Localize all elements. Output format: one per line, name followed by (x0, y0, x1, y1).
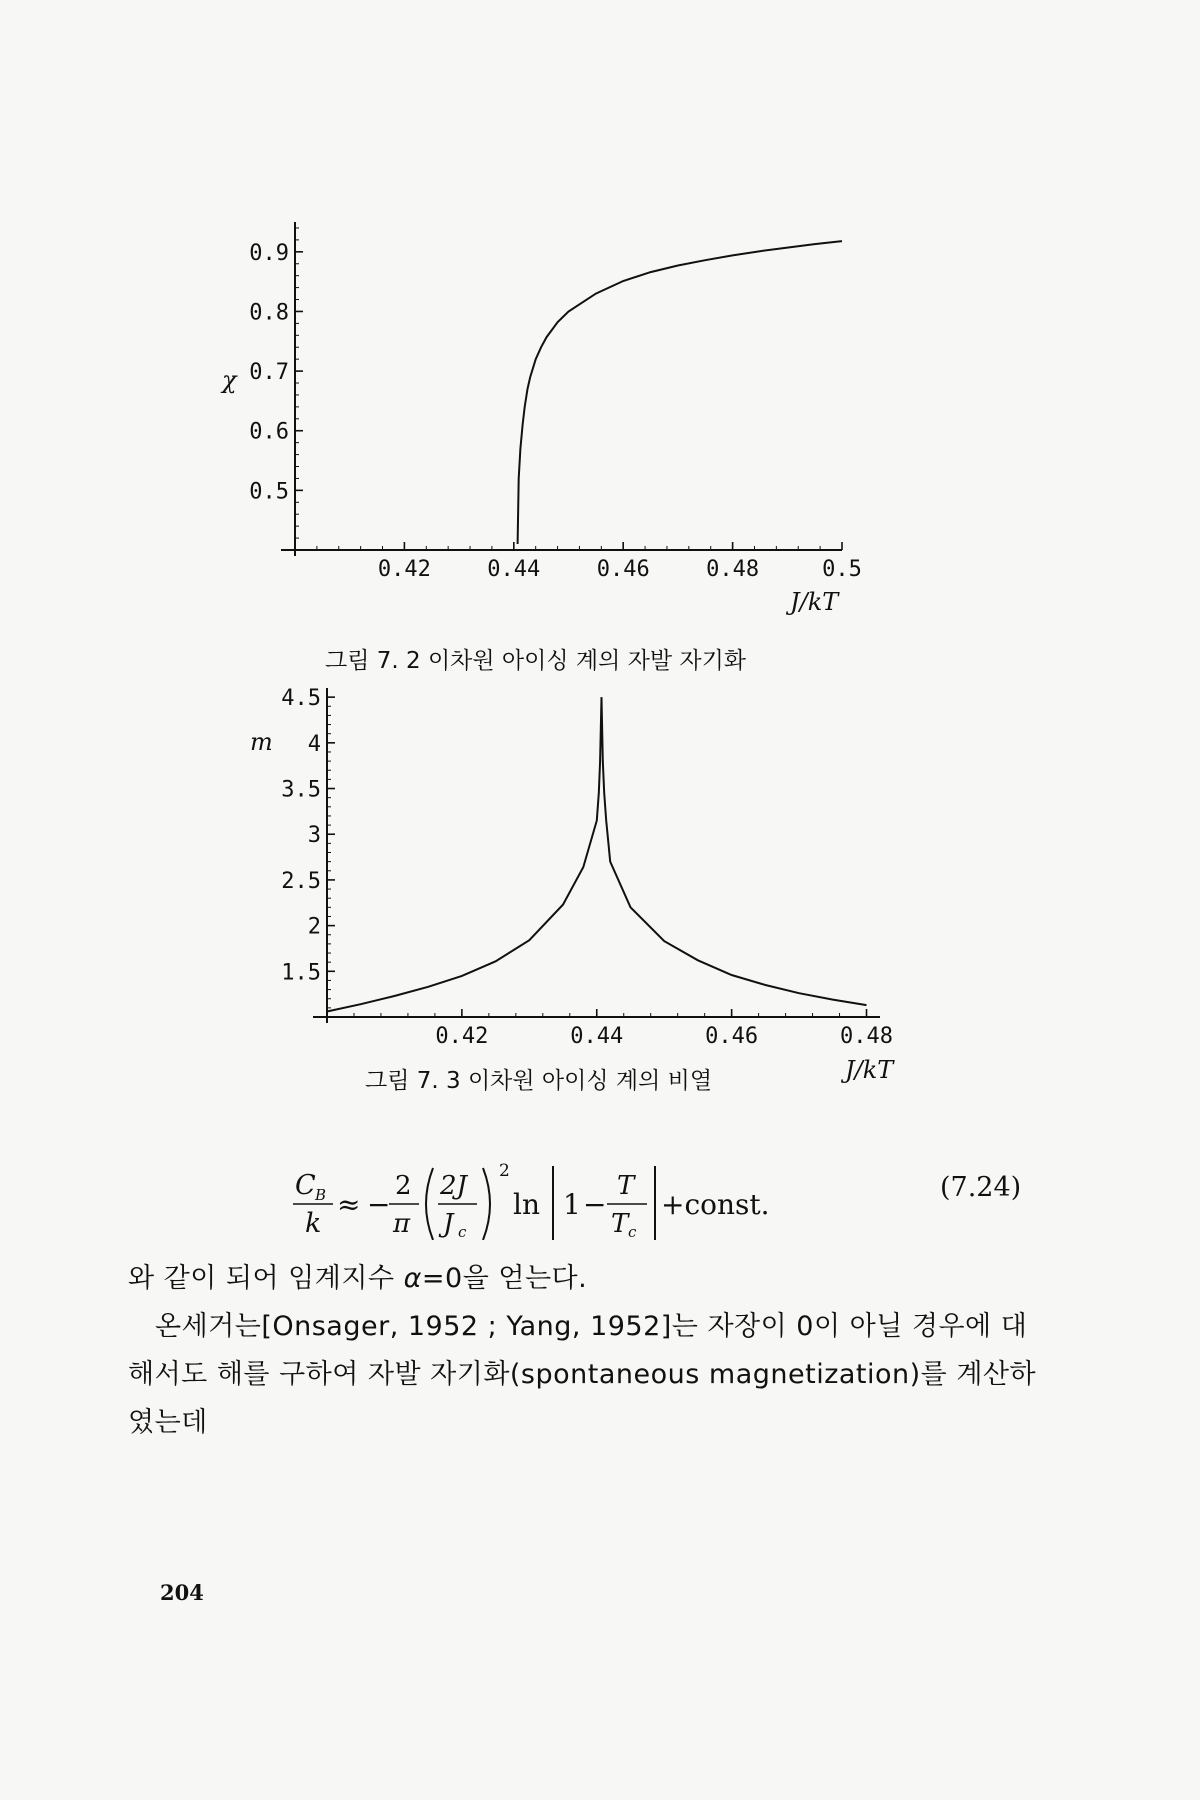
fig1-x-label: J/kT (790, 588, 839, 616)
fig1-caption: 그림 7. 2 이차원 아이싱 계의 자발 자기화 (325, 648, 747, 674)
eq-lhs-num: C (295, 1170, 316, 1201)
eq-frac-den-sub: c (628, 1223, 637, 1240)
eq-lhs-sub: B (315, 1186, 327, 1204)
eq-tail: +const. (661, 1188, 770, 1221)
figure-7-3 (0, 680, 1200, 1110)
figure-7-2 (0, 0, 1200, 680)
text-line-1 (128, 1255, 1048, 1303)
fig1-xtick-label: 0.48 (706, 557, 760, 582)
equation-render (255, 1160, 1055, 1240)
fig1-axes (249, 222, 862, 582)
eq-minus-2: − (583, 1188, 607, 1221)
body-text (128, 1255, 1048, 1447)
eq-ln: ln (513, 1188, 540, 1221)
fig2-y-label: m (250, 728, 273, 756)
fig1-ytick-label: 0.8 (249, 300, 289, 326)
fig1-xtick-label: 0.44 (487, 557, 541, 582)
eq-inner-den-main: J (443, 1209, 454, 1239)
eq-coef-num: 2 (395, 1171, 412, 1201)
alpha-symbol: α (403, 1263, 422, 1294)
fig2-ytick-label: 2.5 (281, 868, 321, 894)
eq-minus: − (367, 1188, 391, 1221)
fig2-xtick-label: 0.44 (570, 1024, 624, 1049)
eq-approx: ≈ (337, 1188, 361, 1221)
fig2-ytick-label: 3.5 (281, 777, 321, 803)
text-line-1-pre: 와 같이 되어 임계지수 (128, 1263, 404, 1294)
equation-7-24 (255, 1160, 1055, 1240)
fig2-curve (327, 697, 867, 1011)
fig2-x-label: J/kT (845, 1056, 894, 1084)
eq-inner-num: 2J (440, 1171, 467, 1201)
fig2-xtick-label: 0.46 (705, 1024, 759, 1049)
eq-inner-den-sub: c (458, 1223, 467, 1240)
fig1-ytick-label: 0.5 (249, 479, 289, 505)
fig2-ytick-label: 3 (307, 823, 321, 849)
fig2-ytick-label: 4 (307, 731, 321, 757)
eq-one: 1 (563, 1188, 581, 1221)
eq-exp: 2 (499, 1161, 510, 1181)
eq-lhs-den: k (305, 1208, 322, 1239)
fig2-ytick-label: 1.5 (281, 960, 321, 986)
fig2-axes (281, 686, 893, 1049)
fig1-curve (518, 241, 842, 544)
fig1-y-label: χ (222, 366, 237, 394)
eq-frac-num: T (617, 1171, 635, 1201)
chart-spontaneous-magnetization (0, 0, 1200, 680)
fig2-xtick-label: 0.42 (435, 1024, 489, 1049)
fig1-ytick-label: 0.7 (249, 360, 289, 386)
fig1-xtick-label: 0.5 (822, 557, 862, 582)
fig1-ytick-label: 0.6 (249, 419, 289, 445)
fig2-caption: 그림 7. 3 이차원 아이싱 계의 비열 (365, 1068, 713, 1094)
fig1-xtick-label: 0.42 (377, 557, 431, 582)
fig2-ytick-label: 4.5 (281, 686, 321, 712)
text-line-1-post: =0을 얻는다. (421, 1263, 588, 1294)
chart-specific-heat (0, 680, 1200, 1110)
fig1-ytick-label: 0.9 (249, 240, 289, 266)
page-number: 204 (160, 1580, 204, 1605)
fig2-ytick-label: 2 (307, 914, 321, 940)
text-paragraph-2: 온세거는[Onsager, 1952 ; Yang, 1952]는 자장이 0이 아닐 경우에 대해서도 해를 구하여 자발 자기화(spontaneous magnetization)를 계산하였는데 (128, 1311, 1037, 1438)
fig1-xtick-label: 0.46 (596, 557, 650, 582)
eq-coef-den: π (393, 1209, 411, 1239)
eq-frac-den-main: T (611, 1209, 629, 1239)
equation-number: (7.24) (940, 1172, 1022, 1203)
fig2-xtick-label: 0.48 (840, 1024, 894, 1049)
